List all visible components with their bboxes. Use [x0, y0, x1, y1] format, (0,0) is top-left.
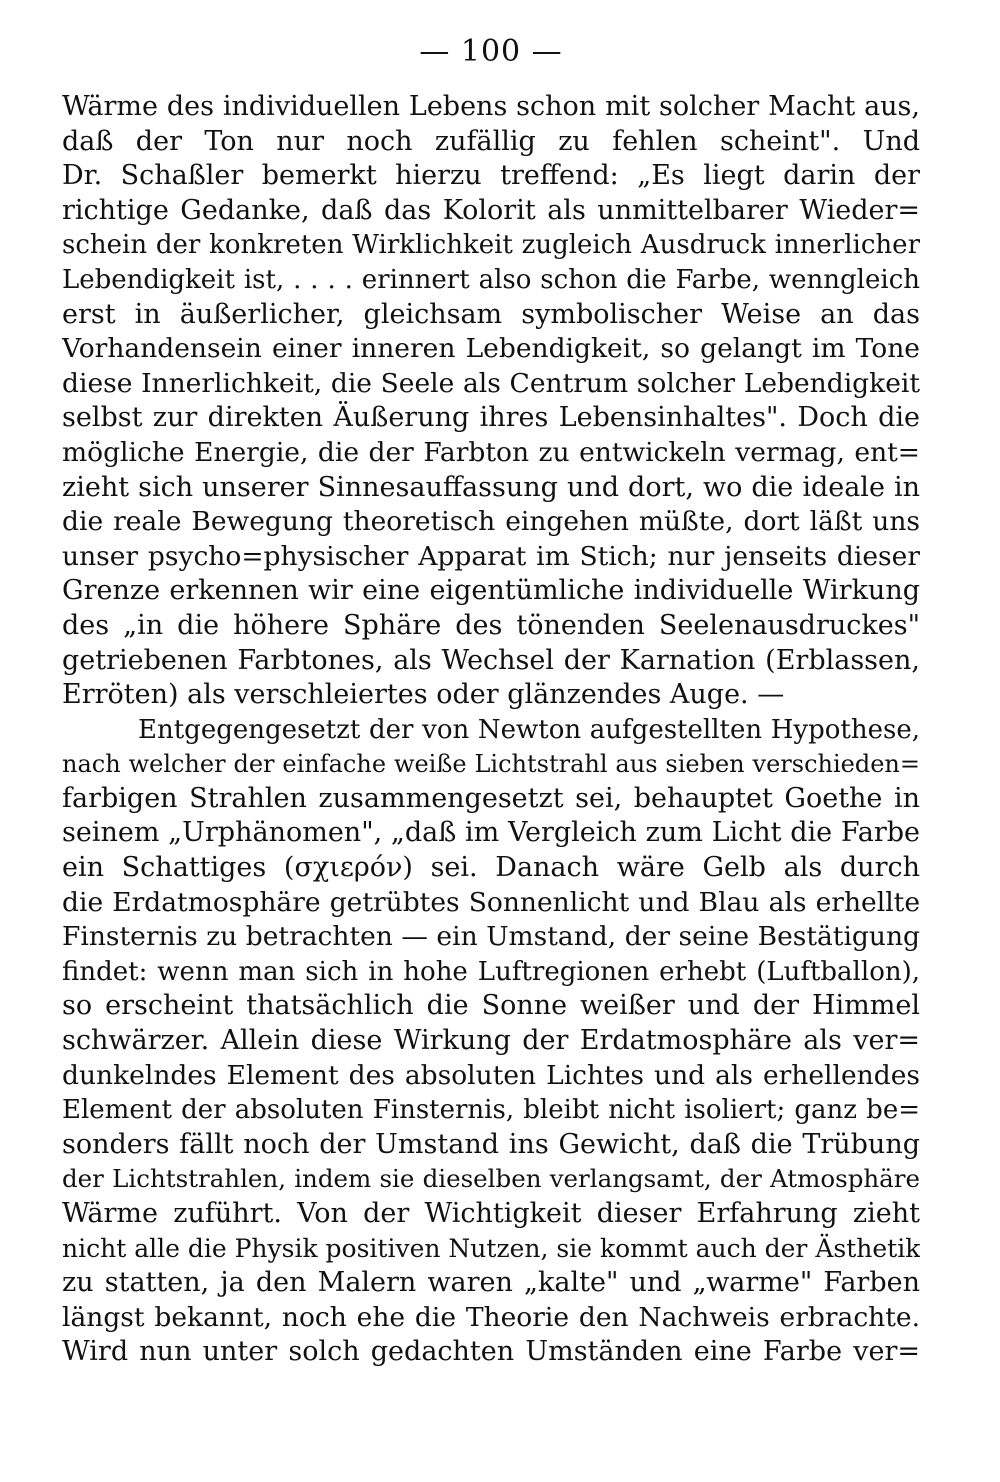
text-line: selbst zur direkten Äußerung ihres Lebensinhaltes". Doch die	[62, 402, 920, 434]
text-line: diese Innerlichkeit, die Seele als Centrum solcher Lebendigkeit	[62, 367, 920, 399]
text-line: nicht alle die Physik positiven Nutzen, sie kommt auch der Ästhetik	[62, 1233, 920, 1263]
text-line: unser psycho=physischer Apparat im Stich; nur jenseits dieser	[62, 540, 920, 572]
text-line: sonders fällt noch der Umstand ins Gewicht, daß die Trübung	[62, 1128, 920, 1160]
text-line: zieht sich unserer Sinnesauffassung und dort, wo die ideale in	[62, 471, 920, 503]
text-line: Wärme zuführt. Von der Wichtigkeit dieser Erfahrung zieht	[62, 1198, 920, 1229]
text-line: mögliche Energie, die der Farbton zu entwickeln vermag, ent=	[62, 436, 920, 468]
text-line: zu statten, ja den Malern waren „kalte" und „warme" Farben	[62, 1267, 920, 1299]
text-line: nach welcher der einfache weiße Lichtstrahl aus sieben verschieden=	[62, 750, 920, 779]
text-line: Grenze erkennen wir eine eigentümliche individuelle Wirkung	[62, 575, 920, 607]
text-line: seinem „Urphänomen", „daß im Vergleich zum Licht die Farbe	[62, 817, 920, 849]
text-line: der Lichtstrahlen, indem sie dieselben verlangsamt, der Atmosphäre	[62, 1164, 920, 1194]
text-line: Entgegengesetzt der von Newton aufgestellten Hypothese,	[138, 714, 920, 745]
text-line: schwärzer. Allein diese Wirkung der Erdatmosphäre als ver=	[62, 1025, 920, 1057]
text-line: des „in die höhere Sphäre des tönenden Seelenausdruckes"	[62, 609, 920, 641]
text-line: erst in äußerlicher, gleichsam symbolischer Weise an das	[62, 298, 920, 330]
text-line: daß der Ton nur noch zufällig zu fehlen scheint". Und	[62, 125, 920, 157]
page-number: — 100 —	[419, 34, 563, 69]
text-line: Finsternis zu betrachten — ein Umstand, der seine Bestätigung	[62, 921, 920, 953]
text-line: längst bekannt, noch ehe die Theorie den Nachweis erbrachte.	[62, 1301, 920, 1333]
text-line: dunkelndes Element des absoluten Lichtes und als erhellendes	[62, 1059, 920, 1091]
text-line: Lebendigkeit ist, . . . . erinnert also schon die Farbe, wenngleich	[62, 264, 920, 295]
text-body	[62, 90, 920, 1370]
text-line: Wird nun unter solch gedachten Umständen eine Farbe ver=	[62, 1336, 920, 1368]
text-line: die Erdatmosphäre getrübtes Sonnenlicht und Blau als erhellte	[62, 886, 920, 918]
text-line: ein Schattiges (σχιερόν) sei. Danach wäre Gelb als durch	[62, 852, 920, 884]
text-line: Dr. Schaßler bemerkt hierzu treffend: „Es liegt darin der	[62, 160, 920, 192]
text-line: schein der konkreten Wirklichkeit zugleich Ausdruck innerlicher	[62, 230, 920, 261]
text-line: findet: wenn man sich in hohe Luftregionen erhebt (Luftballon),	[62, 956, 920, 987]
text-line: Element der absoluten Finsternis, bleibt nicht isoliert; ganz be=	[62, 1095, 920, 1126]
text-line: getriebenen Farbtones, als Wechsel der Karnation (Erblassen,	[62, 644, 920, 676]
text-line: Wärme des individuellen Lebens schon mit solcher Macht aus,	[62, 91, 920, 122]
text-line: Erröten) als verschleiertes oder glänzendes Auge. —	[62, 679, 785, 711]
text-line: so erscheint thatsächlich die Sonne weißer und der Himmel	[62, 990, 920, 1022]
text-line: farbigen Strahlen zusammengesetzt sei, behauptet Goethe in	[62, 782, 920, 814]
text-line: die reale Bewegung theoretisch eingehen müßte, dort läßt uns	[62, 506, 920, 538]
text-line: Vorhandensein einer inneren Lebendigkeit, so gelangt im Tone	[62, 333, 920, 365]
text-line: richtige Gedanke, daß das Kolorit als unmittelbarer Wieder=	[62, 194, 920, 226]
book-page	[62, 30, 920, 1370]
